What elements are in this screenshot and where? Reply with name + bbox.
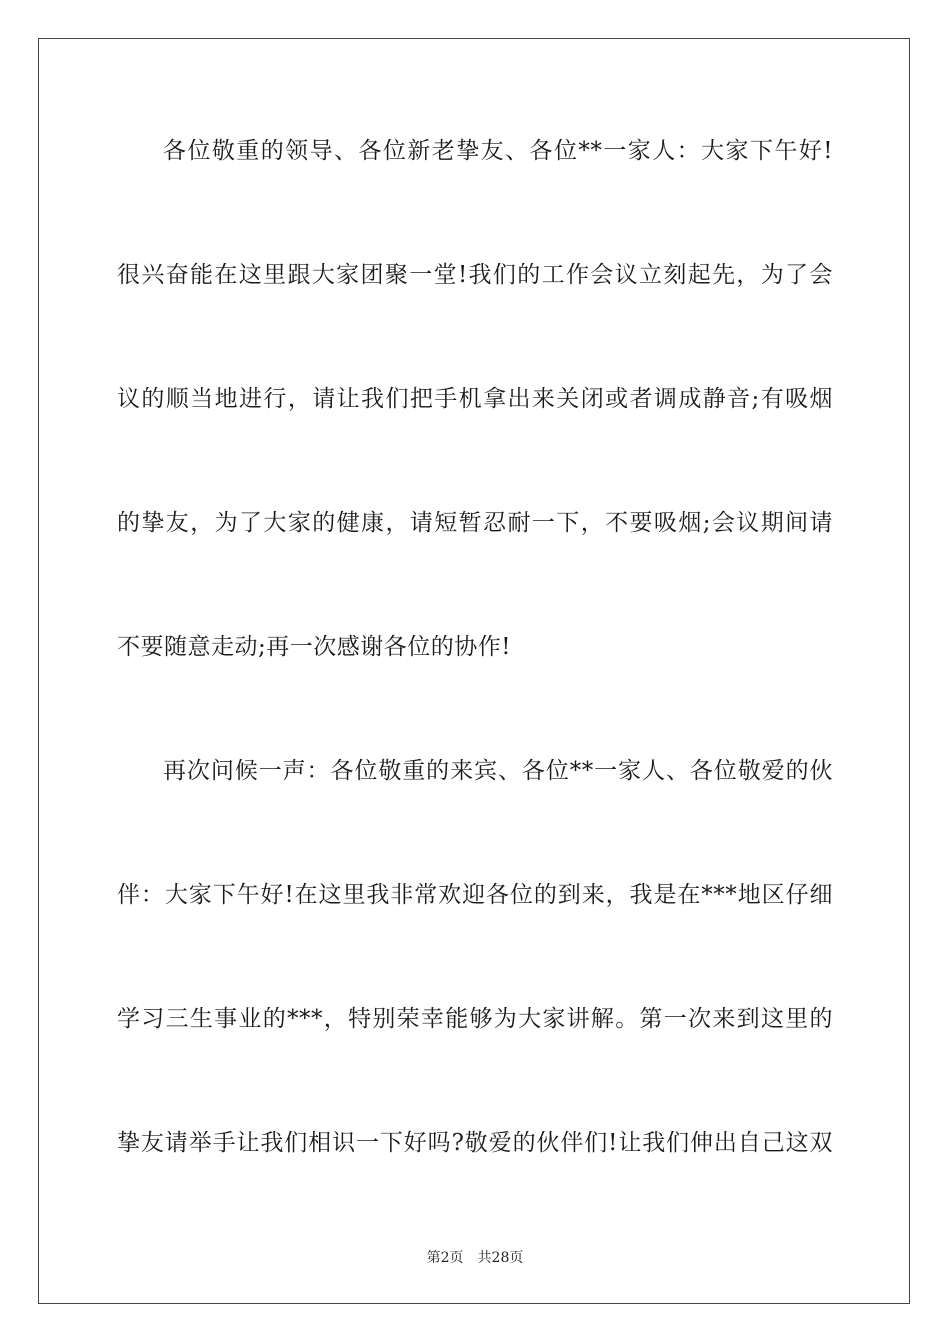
paragraph-2-line-4: 挚友请举手让我们相识一下好吗?敬爱的伙伴们!让我们伸出自己这双	[117, 1130, 833, 1156]
paragraph-1-line-3: 议的顺当地进行，请让我们把手机拿出来关闭或者调成静音;有吸烟	[117, 386, 833, 412]
page-number: 第2页	[426, 1250, 464, 1266]
paragraph-2-line-1: 再次问候一声：各位敬重的来宾、各位**一家人、各位敬爱的伙	[163, 758, 833, 784]
page-border	[38, 38, 910, 1304]
paragraph-1-line-1: 各位敬重的领导、各位新老挚友、各位**一家人：大家下午好!	[163, 138, 833, 164]
paragraph-1-line-2: 很兴奋能在这里跟大家团聚一堂!我们的工作会议立刻起先，为了会	[117, 262, 833, 288]
paragraph-2-line-3: 学习三生事业的***，特别荣幸能够为大家讲解。第一次来到这里的	[117, 1006, 833, 1032]
paragraph-1-line-4: 的挚友，为了大家的健康，请短暂忍耐一下，不要吸烟;会议期间请	[117, 510, 833, 536]
total-pages: 共28页	[477, 1250, 524, 1266]
page-footer	[0, 1249, 950, 1267]
paragraph-2-line-2: 伴：大家下午好!在这里我非常欢迎各位的到来，我是在***地区仔细	[117, 882, 833, 908]
paragraph-1-line-5: 不要随意走动;再一次感谢各位的协作!	[117, 634, 511, 660]
